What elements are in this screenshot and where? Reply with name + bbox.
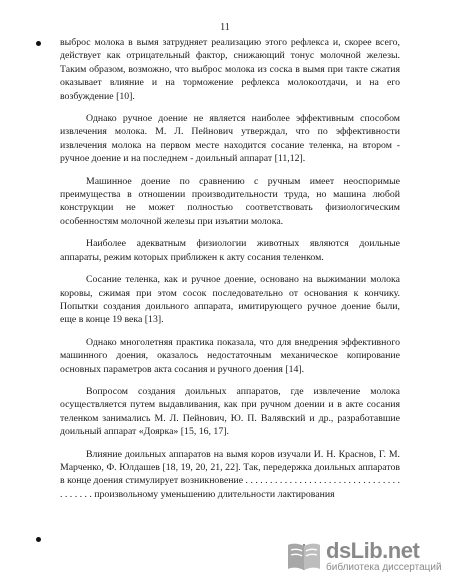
paragraph: Однако ручное доение не является наиболее эффективным способом извлечения молока. М. Л. Пейнович утверждал, что по эффективности извлечения молока на первом месте находится сосание теленка, на втором - ручное доение и на последнем - доильный аппарат [11,12]. [60,113,400,165]
margin-bullet-bottom [36,537,41,542]
book-logo-icon [284,536,324,576]
paragraph: Вопросом создания доильных аппаратов, где извлечение молока осуществляется путем выдавливания, как при ручном доении и в акте сосания теленком занимались М. Л. Пейнович, Ю. П. Валявский и др., разработавшие доильный аппарат «Доярка» [15, 16, 17]. [60,385,400,438]
paragraph: Сосание теленка, как и ручное доение, основано на выжимании молока коровы, сжимая при этом сосок последовательно от основания к кончику. Попытки создания доильного аппарата, имитирующего ручное доение были, еще в конце 19 века [13]. [60,274,400,326]
margin-bullet-top [36,41,41,46]
paragraph: Машинное доение по сравнению с ручным имеет неоспоримые преимущества в отношении производительности труда, но машина любой конструкции не может полностью соответствовать физиологическим особенностям молочной железы при изъятии молока. [60,175,400,227]
paragraph: Влияние доильных аппаратов на вымя коров изучали И. Н. Краснов, Г. М. Марченко, Ф. Юлдашев [18, 19, 20, 21, 22]. Так, передержка доильных аппаратов в конце доения стимулирует возникновение . . . . . . . . . . . . . . . . . . . . . . . . . . . . . . . . . . . . . . . произвольному уменьшению длительности лактирования [60,448,400,500]
paragraph: Однако многолетняя практика показала, что для внедрения эффективного машинного доения, оказалось недостаточным механическое копирование основных параметров акта сосания и ручного доения [14]. [60,336,400,375]
watermark-title: dsLib.net [326,538,420,563]
page-number: 11 [220,22,230,33]
paragraph: выброс молока в вымя затрудняет реализацию этого рефлекса и, скорее всего, действует как отрицательный фактор, снижающий тонус молочной железы. Таким образом, возможно, что выброс молока из соска в вымя при такте сжатия оказывает влияние и на торможение рефлекса молокоотдачи, и на его возбуждение [10]. [60,37,400,102]
watermark-subtitle: библиотека диссертаций [326,562,442,573]
watermark [282,536,442,576]
body-text [60,36,400,510]
paragraph: Наиболее адекватным физиологии животных являются доильные аппараты, режим которых приближен к акту сосания теленком. [60,238,400,263]
